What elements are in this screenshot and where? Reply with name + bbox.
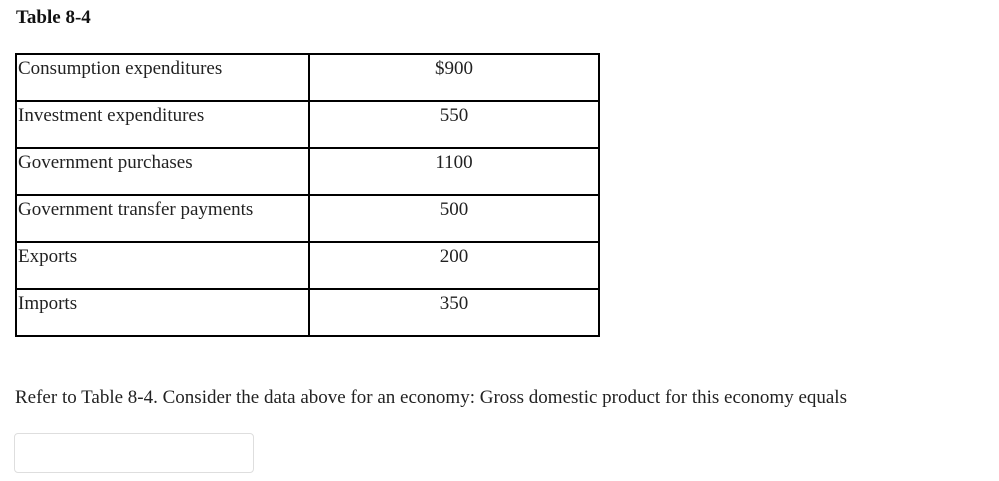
row-value: 500 [309, 195, 599, 242]
row-value: 200 [309, 242, 599, 289]
row-value: $900 [309, 54, 599, 101]
row-label: Government purchases [16, 148, 309, 195]
table-row [16, 195, 599, 242]
row-value: 550 [309, 101, 599, 148]
question-text: Refer to Table 8-4. Consider the data above for an economy: Gross domestic product for this economy equals [15, 387, 847, 408]
table-row [16, 101, 599, 148]
table-row [16, 242, 599, 289]
answer-input[interactable] [14, 433, 254, 473]
row-label: Investment expenditures [16, 101, 309, 148]
row-label: Imports [16, 289, 309, 336]
table-title: Table 8-4 [16, 7, 91, 28]
row-label: Consumption expenditures [16, 54, 309, 101]
row-label: Government transfer payments [16, 195, 309, 242]
table-row [16, 54, 599, 101]
row-value: 1100 [309, 148, 599, 195]
table-row [16, 148, 599, 195]
row-label: Exports [16, 242, 309, 289]
table-row [16, 289, 599, 336]
row-value: 350 [309, 289, 599, 336]
data-table [15, 53, 600, 337]
